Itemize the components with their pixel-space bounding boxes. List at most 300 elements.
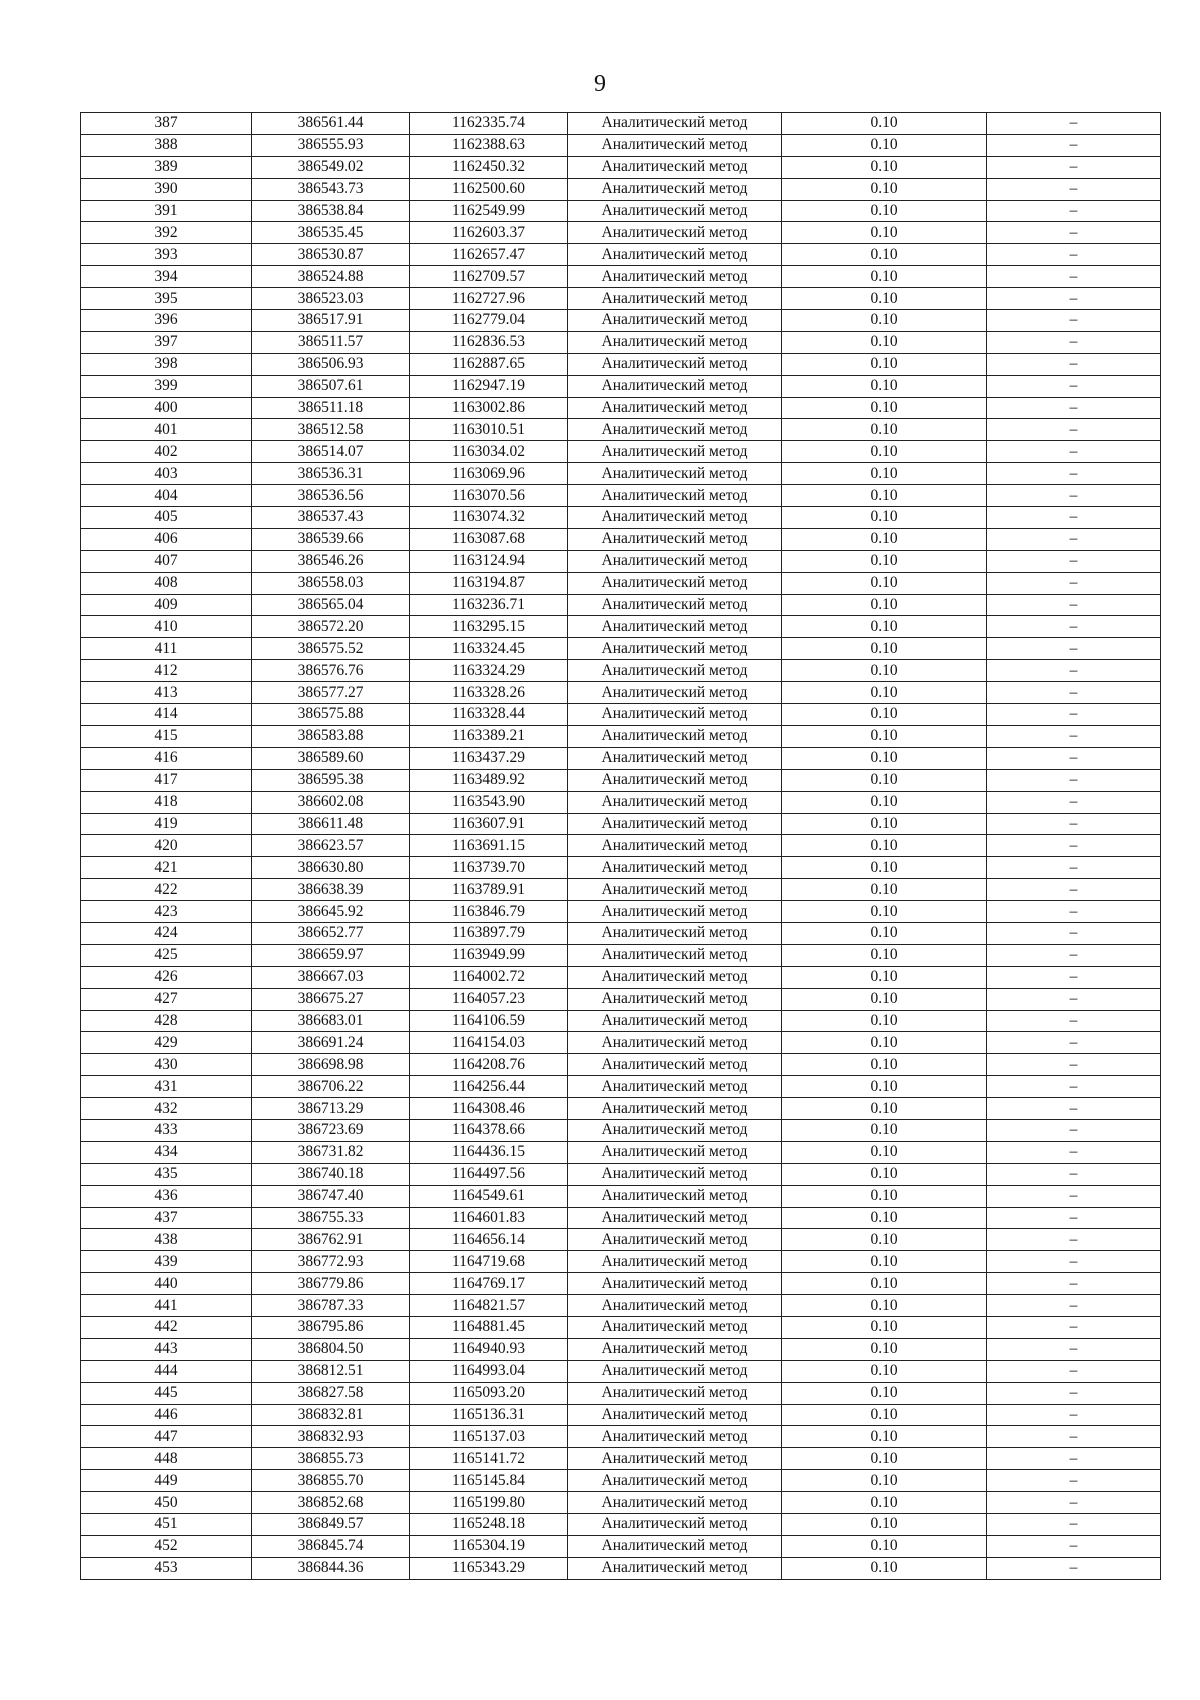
point-number-cell: 398 (81, 353, 252, 375)
accuracy-cell: 0.10 (782, 682, 987, 704)
y-coordinate-cell: 1164378.66 (410, 1119, 568, 1141)
y-coordinate-cell: 1162709.57 (410, 266, 568, 288)
point-number-cell: 400 (81, 397, 252, 419)
point-number-cell: 442 (81, 1316, 252, 1338)
x-coordinate-cell: 386723.69 (252, 1119, 410, 1141)
method-cell: Аналитический метод (568, 528, 782, 550)
table-row (81, 1185, 1161, 1207)
accuracy-cell: 0.10 (782, 704, 987, 726)
y-coordinate-cell: 1163846.79 (410, 901, 568, 923)
table-row (81, 463, 1161, 485)
note-cell: – (987, 353, 1161, 375)
point-number-cell: 444 (81, 1360, 252, 1382)
accuracy-cell: 0.10 (782, 1295, 987, 1317)
y-coordinate-cell: 1162500.60 (410, 178, 568, 200)
point-number-cell: 448 (81, 1448, 252, 1470)
x-coordinate-cell: 386561.44 (252, 113, 410, 135)
y-coordinate-cell: 1164601.83 (410, 1207, 568, 1229)
accuracy-cell: 0.10 (782, 113, 987, 135)
note-cell: – (987, 1229, 1161, 1251)
accuracy-cell: 0.10 (782, 1207, 987, 1229)
point-number-cell: 401 (81, 419, 252, 441)
y-coordinate-cell: 1162947.19 (410, 375, 568, 397)
y-coordinate-cell: 1163295.15 (410, 616, 568, 638)
method-cell: Аналитический метод (568, 638, 782, 660)
point-number-cell: 409 (81, 594, 252, 616)
table-row (81, 507, 1161, 529)
method-cell: Аналитический метод (568, 134, 782, 156)
table-row (81, 769, 1161, 791)
accuracy-cell: 0.10 (782, 288, 987, 310)
y-coordinate-cell: 1163069.96 (410, 463, 568, 485)
y-coordinate-cell: 1165304.19 (410, 1535, 568, 1557)
y-coordinate-cell: 1165137.03 (410, 1426, 568, 1448)
accuracy-cell: 0.10 (782, 419, 987, 441)
x-coordinate-cell: 386549.02 (252, 156, 410, 178)
point-number-cell: 394 (81, 266, 252, 288)
accuracy-cell: 0.10 (782, 375, 987, 397)
x-coordinate-cell: 386706.22 (252, 1076, 410, 1098)
x-coordinate-cell: 386755.33 (252, 1207, 410, 1229)
x-coordinate-cell: 386583.88 (252, 725, 410, 747)
method-cell: Аналитический метод (568, 353, 782, 375)
point-number-cell: 445 (81, 1382, 252, 1404)
accuracy-cell: 0.10 (782, 572, 987, 594)
y-coordinate-cell: 1165145.84 (410, 1470, 568, 1492)
x-coordinate-cell: 386555.93 (252, 134, 410, 156)
note-cell: – (987, 1295, 1161, 1317)
y-coordinate-cell: 1164719.68 (410, 1251, 568, 1273)
point-number-cell: 387 (81, 113, 252, 135)
accuracy-cell: 0.10 (782, 1426, 987, 1448)
y-coordinate-cell: 1164656.14 (410, 1229, 568, 1251)
x-coordinate-cell: 386787.33 (252, 1295, 410, 1317)
x-coordinate-cell: 386659.97 (252, 944, 410, 966)
table-row (81, 266, 1161, 288)
point-number-cell: 411 (81, 638, 252, 660)
table-row (81, 725, 1161, 747)
accuracy-cell: 0.10 (782, 1382, 987, 1404)
note-cell: – (987, 1338, 1161, 1360)
x-coordinate-cell: 386576.76 (252, 660, 410, 682)
method-cell: Аналитический метод (568, 944, 782, 966)
note-cell: – (987, 528, 1161, 550)
table-row (81, 966, 1161, 988)
note-cell: – (987, 156, 1161, 178)
note-cell: – (987, 1470, 1161, 1492)
note-cell: – (987, 244, 1161, 266)
method-cell: Аналитический метод (568, 1163, 782, 1185)
point-number-cell: 435 (81, 1163, 252, 1185)
x-coordinate-cell: 386595.38 (252, 769, 410, 791)
method-cell: Аналитический метод (568, 244, 782, 266)
accuracy-cell: 0.10 (782, 528, 987, 550)
y-coordinate-cell: 1164057.23 (410, 988, 568, 1010)
x-coordinate-cell: 386772.93 (252, 1251, 410, 1273)
table-row (81, 1557, 1161, 1579)
x-coordinate-cell: 386577.27 (252, 682, 410, 704)
note-cell: – (987, 397, 1161, 419)
note-cell: – (987, 1360, 1161, 1382)
note-cell: – (987, 1514, 1161, 1536)
method-cell: Аналитический метод (568, 769, 782, 791)
point-number-cell: 420 (81, 835, 252, 857)
point-number-cell: 428 (81, 1010, 252, 1032)
method-cell: Аналитический метод (568, 178, 782, 200)
table-row (81, 879, 1161, 901)
x-coordinate-cell: 386855.70 (252, 1470, 410, 1492)
point-number-cell: 430 (81, 1054, 252, 1076)
accuracy-cell: 0.10 (782, 988, 987, 1010)
point-number-cell: 418 (81, 791, 252, 813)
method-cell: Аналитический метод (568, 222, 782, 244)
accuracy-cell: 0.10 (782, 1141, 987, 1163)
note-cell: – (987, 1448, 1161, 1470)
note-cell: – (987, 638, 1161, 660)
point-number-cell: 431 (81, 1076, 252, 1098)
x-coordinate-cell: 386623.57 (252, 835, 410, 857)
x-coordinate-cell: 386535.45 (252, 222, 410, 244)
y-coordinate-cell: 1164308.46 (410, 1098, 568, 1120)
note-cell: – (987, 901, 1161, 923)
accuracy-cell: 0.10 (782, 1032, 987, 1054)
x-coordinate-cell: 386611.48 (252, 813, 410, 835)
y-coordinate-cell: 1164993.04 (410, 1360, 568, 1382)
point-number-cell: 438 (81, 1229, 252, 1251)
method-cell: Аналитический метод (568, 747, 782, 769)
method-cell: Аналитический метод (568, 901, 782, 923)
y-coordinate-cell: 1164154.03 (410, 1032, 568, 1054)
note-cell: – (987, 200, 1161, 222)
table-row (81, 857, 1161, 879)
y-coordinate-cell: 1163543.90 (410, 791, 568, 813)
y-coordinate-cell: 1165343.29 (410, 1557, 568, 1579)
point-number-cell: 412 (81, 660, 252, 682)
point-number-cell: 393 (81, 244, 252, 266)
x-coordinate-cell: 386804.50 (252, 1338, 410, 1360)
point-number-cell: 439 (81, 1251, 252, 1273)
note-cell: – (987, 375, 1161, 397)
point-number-cell: 432 (81, 1098, 252, 1120)
point-number-cell: 451 (81, 1514, 252, 1536)
accuracy-cell: 0.10 (782, 966, 987, 988)
x-coordinate-cell: 386698.98 (252, 1054, 410, 1076)
note-cell: – (987, 441, 1161, 463)
method-cell: Аналитический метод (568, 1207, 782, 1229)
table-row (81, 1338, 1161, 1360)
table-row (81, 682, 1161, 704)
y-coordinate-cell: 1163739.70 (410, 857, 568, 879)
y-coordinate-cell: 1162727.96 (410, 288, 568, 310)
accuracy-cell: 0.10 (782, 1404, 987, 1426)
point-number-cell: 389 (81, 156, 252, 178)
method-cell: Аналитический метод (568, 879, 782, 901)
method-cell: Аналитический метод (568, 288, 782, 310)
x-coordinate-cell: 386536.56 (252, 485, 410, 507)
y-coordinate-cell: 1163074.32 (410, 507, 568, 529)
table-row (81, 901, 1161, 923)
accuracy-cell: 0.10 (782, 1514, 987, 1536)
table-row (81, 200, 1161, 222)
table-row (81, 1141, 1161, 1163)
table-row (81, 310, 1161, 332)
x-coordinate-cell: 386524.88 (252, 266, 410, 288)
x-coordinate-cell: 386558.03 (252, 572, 410, 594)
note-cell: – (987, 1054, 1161, 1076)
accuracy-cell: 0.10 (782, 1557, 987, 1579)
table-row (81, 944, 1161, 966)
method-cell: Аналитический метод (568, 1470, 782, 1492)
accuracy-cell: 0.10 (782, 660, 987, 682)
accuracy-cell: 0.10 (782, 134, 987, 156)
y-coordinate-cell: 1163236.71 (410, 594, 568, 616)
method-cell: Аналитический метод (568, 682, 782, 704)
point-number-cell: 414 (81, 704, 252, 726)
point-number-cell: 446 (81, 1404, 252, 1426)
x-coordinate-cell: 386530.87 (252, 244, 410, 266)
y-coordinate-cell: 1165093.20 (410, 1382, 568, 1404)
table-row (81, 1295, 1161, 1317)
method-cell: Аналитический метод (568, 1448, 782, 1470)
method-cell: Аналитический метод (568, 1054, 782, 1076)
table-row (81, 660, 1161, 682)
note-cell: – (987, 769, 1161, 791)
x-coordinate-cell: 386731.82 (252, 1141, 410, 1163)
coordinates-table (80, 112, 1161, 1580)
table-row (81, 704, 1161, 726)
note-cell: – (987, 813, 1161, 835)
point-number-cell: 417 (81, 769, 252, 791)
y-coordinate-cell: 1163010.51 (410, 419, 568, 441)
y-coordinate-cell: 1163124.94 (410, 550, 568, 572)
y-coordinate-cell: 1163324.29 (410, 660, 568, 682)
point-number-cell: 441 (81, 1295, 252, 1317)
method-cell: Аналитический метод (568, 725, 782, 747)
note-cell: – (987, 507, 1161, 529)
method-cell: Аналитический метод (568, 1338, 782, 1360)
table-row (81, 813, 1161, 835)
y-coordinate-cell: 1163324.45 (410, 638, 568, 660)
note-cell: – (987, 1032, 1161, 1054)
table-row (81, 1010, 1161, 1032)
table-row (81, 375, 1161, 397)
y-coordinate-cell: 1163002.86 (410, 397, 568, 419)
table-row (81, 178, 1161, 200)
x-coordinate-cell: 386652.77 (252, 922, 410, 944)
accuracy-cell: 0.10 (782, 791, 987, 813)
y-coordinate-cell: 1162335.74 (410, 113, 568, 135)
note-cell: – (987, 463, 1161, 485)
table-row (81, 791, 1161, 813)
table-row (81, 1229, 1161, 1251)
x-coordinate-cell: 386852.68 (252, 1492, 410, 1514)
x-coordinate-cell: 386747.40 (252, 1185, 410, 1207)
method-cell: Аналитический метод (568, 813, 782, 835)
y-coordinate-cell: 1163437.29 (410, 747, 568, 769)
method-cell: Аналитический метод (568, 463, 782, 485)
y-coordinate-cell: 1163897.79 (410, 922, 568, 944)
table-row (81, 1492, 1161, 1514)
method-cell: Аналитический метод (568, 594, 782, 616)
accuracy-cell: 0.10 (782, 1251, 987, 1273)
table-row (81, 1382, 1161, 1404)
y-coordinate-cell: 1164208.76 (410, 1054, 568, 1076)
accuracy-cell: 0.10 (782, 463, 987, 485)
note-cell: – (987, 572, 1161, 594)
accuracy-cell: 0.10 (782, 441, 987, 463)
note-cell: – (987, 704, 1161, 726)
y-coordinate-cell: 1164256.44 (410, 1076, 568, 1098)
accuracy-cell: 0.10 (782, 1273, 987, 1295)
note-cell: – (987, 288, 1161, 310)
method-cell: Аналитический метод (568, 1557, 782, 1579)
accuracy-cell: 0.10 (782, 725, 987, 747)
method-cell: Аналитический метод (568, 1492, 782, 1514)
y-coordinate-cell: 1162887.65 (410, 353, 568, 375)
accuracy-cell: 0.10 (782, 485, 987, 507)
table-row (81, 1119, 1161, 1141)
point-number-cell: 403 (81, 463, 252, 485)
accuracy-cell: 0.10 (782, 594, 987, 616)
x-coordinate-cell: 386645.92 (252, 901, 410, 923)
note-cell: – (987, 966, 1161, 988)
table-row (81, 441, 1161, 463)
point-number-cell: 407 (81, 550, 252, 572)
point-number-cell: 405 (81, 507, 252, 529)
y-coordinate-cell: 1163070.56 (410, 485, 568, 507)
table-row (81, 1426, 1161, 1448)
method-cell: Аналитический метод (568, 1119, 782, 1141)
method-cell: Аналитический метод (568, 1273, 782, 1295)
method-cell: Аналитический метод (568, 1229, 782, 1251)
y-coordinate-cell: 1163328.44 (410, 704, 568, 726)
note-cell: – (987, 1557, 1161, 1579)
note-cell: – (987, 835, 1161, 857)
y-coordinate-cell: 1164002.72 (410, 966, 568, 988)
accuracy-cell: 0.10 (782, 1185, 987, 1207)
x-coordinate-cell: 386845.74 (252, 1535, 410, 1557)
method-cell: Аналитический метод (568, 660, 782, 682)
table-row (81, 835, 1161, 857)
table-row (81, 244, 1161, 266)
table-row (81, 1360, 1161, 1382)
note-cell: – (987, 1076, 1161, 1098)
table-row (81, 1163, 1161, 1185)
accuracy-cell: 0.10 (782, 1076, 987, 1098)
table-row (81, 1470, 1161, 1492)
y-coordinate-cell: 1163034.02 (410, 441, 568, 463)
point-number-cell: 408 (81, 572, 252, 594)
x-coordinate-cell: 386537.43 (252, 507, 410, 529)
method-cell: Аналитический метод (568, 835, 782, 857)
x-coordinate-cell: 386832.93 (252, 1426, 410, 1448)
accuracy-cell: 0.10 (782, 769, 987, 791)
x-coordinate-cell: 386589.60 (252, 747, 410, 769)
method-cell: Аналитический метод (568, 1535, 782, 1557)
x-coordinate-cell: 386512.58 (252, 419, 410, 441)
accuracy-cell: 0.10 (782, 1492, 987, 1514)
table-row (81, 419, 1161, 441)
method-cell: Аналитический метод (568, 200, 782, 222)
note-cell: – (987, 1251, 1161, 1273)
accuracy-cell: 0.10 (782, 1535, 987, 1557)
note-cell: – (987, 1492, 1161, 1514)
accuracy-cell: 0.10 (782, 266, 987, 288)
accuracy-cell: 0.10 (782, 1119, 987, 1141)
point-number-cell: 397 (81, 331, 252, 353)
point-number-cell: 426 (81, 966, 252, 988)
note-cell: – (987, 1185, 1161, 1207)
point-number-cell: 395 (81, 288, 252, 310)
note-cell: – (987, 550, 1161, 572)
method-cell: Аналитический метод (568, 572, 782, 594)
table-row (81, 572, 1161, 594)
note-cell: – (987, 1119, 1161, 1141)
method-cell: Аналитический метод (568, 1251, 782, 1273)
accuracy-cell: 0.10 (782, 1054, 987, 1076)
y-coordinate-cell: 1164881.45 (410, 1316, 568, 1338)
note-cell: – (987, 616, 1161, 638)
accuracy-cell: 0.10 (782, 1448, 987, 1470)
table-row (81, 1316, 1161, 1338)
x-coordinate-cell: 386572.20 (252, 616, 410, 638)
table-row (81, 1032, 1161, 1054)
y-coordinate-cell: 1162450.32 (410, 156, 568, 178)
y-coordinate-cell: 1165136.31 (410, 1404, 568, 1426)
note-cell: – (987, 682, 1161, 704)
x-coordinate-cell: 386575.88 (252, 704, 410, 726)
x-coordinate-cell: 386536.31 (252, 463, 410, 485)
note-cell: – (987, 331, 1161, 353)
table-row (81, 1054, 1161, 1076)
point-number-cell: 415 (81, 725, 252, 747)
method-cell: Аналитический метод (568, 616, 782, 638)
point-number-cell: 390 (81, 178, 252, 200)
x-coordinate-cell: 386507.61 (252, 375, 410, 397)
accuracy-cell: 0.10 (782, 1010, 987, 1032)
accuracy-cell: 0.10 (782, 1360, 987, 1382)
note-cell: – (987, 857, 1161, 879)
table-row (81, 331, 1161, 353)
point-number-cell: 450 (81, 1492, 252, 1514)
point-number-cell: 402 (81, 441, 252, 463)
point-number-cell: 449 (81, 1470, 252, 1492)
table-row (81, 288, 1161, 310)
x-coordinate-cell: 386523.03 (252, 288, 410, 310)
y-coordinate-cell: 1162388.63 (410, 134, 568, 156)
note-cell: – (987, 747, 1161, 769)
note-cell: – (987, 1426, 1161, 1448)
y-coordinate-cell: 1163789.91 (410, 879, 568, 901)
table-row (81, 397, 1161, 419)
y-coordinate-cell: 1164549.61 (410, 1185, 568, 1207)
point-number-cell: 396 (81, 310, 252, 332)
x-coordinate-cell: 386630.80 (252, 857, 410, 879)
x-coordinate-cell: 386855.73 (252, 1448, 410, 1470)
method-cell: Аналитический метод (568, 397, 782, 419)
accuracy-cell: 0.10 (782, 616, 987, 638)
point-number-cell: 413 (81, 682, 252, 704)
x-coordinate-cell: 386691.24 (252, 1032, 410, 1054)
table-row (81, 1514, 1161, 1536)
note-cell: – (987, 310, 1161, 332)
note-cell: – (987, 178, 1161, 200)
note-cell: – (987, 1207, 1161, 1229)
y-coordinate-cell: 1164497.56 (410, 1163, 568, 1185)
note-cell: – (987, 1273, 1161, 1295)
coordinates-table-body (81, 113, 1161, 1580)
note-cell: – (987, 879, 1161, 901)
